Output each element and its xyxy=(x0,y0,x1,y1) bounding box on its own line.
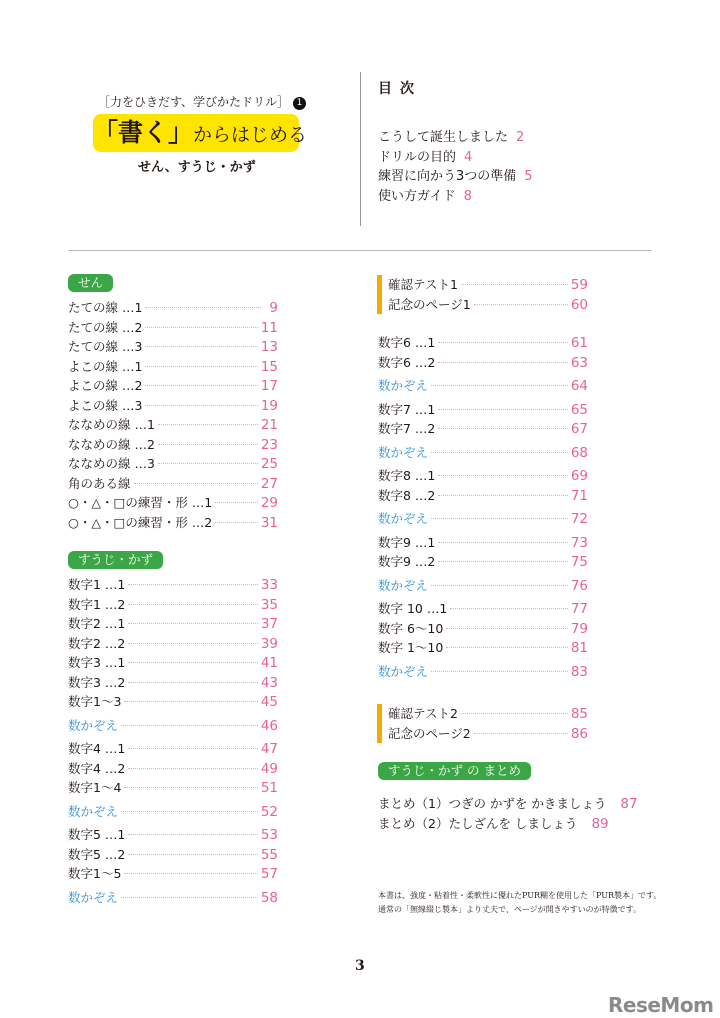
dot-leader xyxy=(431,452,568,453)
toc-entry xyxy=(378,400,588,420)
entry-label: 数字1 …1 xyxy=(68,577,126,592)
entry-page: 15 xyxy=(260,358,278,375)
counting-entry xyxy=(378,509,588,529)
toc-entry xyxy=(68,575,278,595)
entry-page: 63 xyxy=(570,354,588,371)
test-entry xyxy=(377,275,588,295)
test-entry xyxy=(377,724,588,744)
entry-page: 75 xyxy=(570,554,588,570)
entry-label: 数字2 …2 xyxy=(68,635,126,651)
entry-page: 27 xyxy=(260,475,278,492)
entry-page: 71 xyxy=(570,487,588,504)
toc-entry xyxy=(378,353,588,373)
entry-page: 69 xyxy=(570,468,588,484)
entry-label: 数字5 …2 xyxy=(68,846,126,862)
dot-leader xyxy=(438,362,567,363)
toc-item-page: 8 xyxy=(463,188,472,204)
dot-leader xyxy=(431,585,568,586)
toc-entry xyxy=(68,415,278,435)
entry-page: 31 xyxy=(260,514,278,531)
spacer xyxy=(378,685,588,704)
dot-leader xyxy=(438,561,567,562)
toc-item-page: 5 xyxy=(524,169,533,184)
entry-label: 数字5 …1 xyxy=(68,827,126,842)
entry-label: 数字1〜4 xyxy=(68,780,122,795)
toc-entry xyxy=(68,376,278,396)
entry-label: 数字4 …1 xyxy=(68,741,126,756)
entry-label: ななめの線 …2 xyxy=(68,436,155,452)
dot-leader xyxy=(124,873,257,874)
counting-entry xyxy=(68,888,278,908)
toc-entry xyxy=(68,513,278,533)
entry-label: 数かぞえ xyxy=(68,889,119,905)
entry-label: 角のある線 xyxy=(68,475,131,491)
section-header: すうじ・かず の まとめ xyxy=(378,762,531,780)
entry-page: 41 xyxy=(260,655,278,671)
toc-entry xyxy=(68,318,278,338)
entry-page: 51 xyxy=(260,780,278,796)
entry-page: 65 xyxy=(570,401,588,418)
toc-item xyxy=(378,167,533,187)
toc-entry xyxy=(378,419,588,439)
dot-leader xyxy=(446,628,567,629)
entry-label: 数かぞえ xyxy=(378,663,429,679)
entry-label: 数かぞえ xyxy=(378,444,429,460)
dot-leader xyxy=(124,787,257,788)
entry-page: 35 xyxy=(260,596,278,613)
toc-entry xyxy=(378,466,588,486)
dot-leader xyxy=(124,701,257,702)
dot-leader xyxy=(145,307,261,308)
dot-leader xyxy=(145,366,257,367)
counting-entry xyxy=(378,443,588,463)
section-header-wrap xyxy=(378,762,588,786)
entry-label: 数字2 …1 xyxy=(68,616,126,631)
entry-page: 37 xyxy=(260,616,278,632)
entry-page: 67 xyxy=(570,421,588,437)
entry-label: 数字6 …1 xyxy=(378,335,436,350)
dot-leader xyxy=(438,428,567,429)
entry-page: 60 xyxy=(570,296,588,313)
divider xyxy=(360,72,361,226)
entry-label: ○・△・□の練習・形 …1 xyxy=(68,495,213,510)
entry-label: 確認テスト1 xyxy=(388,277,458,292)
entry-label: 数字8 …2 xyxy=(378,487,436,503)
entry-page: 25 xyxy=(260,456,278,472)
toc-item xyxy=(378,128,533,148)
entry-label: 数字7 …1 xyxy=(378,401,436,417)
entry-label: 数字8 …1 xyxy=(378,468,436,483)
entry-label: 数字1〜3 xyxy=(68,694,122,709)
entry-page: 11 xyxy=(260,319,278,336)
entry-page: 9 xyxy=(269,300,278,316)
toc-entry xyxy=(378,619,588,639)
entry-label: たての線 …1 xyxy=(68,300,143,315)
toc-entry xyxy=(68,634,278,654)
entry-page: 72 xyxy=(570,511,588,527)
dot-leader xyxy=(438,342,567,343)
entry-label: 数かぞえ xyxy=(378,577,429,593)
toc-item xyxy=(378,148,533,168)
toc-entry xyxy=(68,474,278,494)
entry-label: 数かぞえ xyxy=(68,803,119,819)
volume-badge: 1 xyxy=(293,97,306,110)
toc-entry xyxy=(68,454,278,474)
counting-entry xyxy=(378,376,588,396)
dot-leader xyxy=(461,284,568,285)
entry-page: 19 xyxy=(260,397,278,414)
contents-left-column xyxy=(68,274,278,911)
entry-label: 数字3 …2 xyxy=(68,674,126,690)
test-entry xyxy=(377,704,588,724)
toc-item-page: 2 xyxy=(516,130,525,145)
dot-leader xyxy=(438,409,567,410)
entry-page: 81 xyxy=(570,640,588,656)
dot-leader xyxy=(431,385,568,386)
dot-leader xyxy=(145,405,257,406)
dot-leader xyxy=(461,713,568,714)
dot-leader xyxy=(431,671,568,672)
counting-entry xyxy=(378,576,588,596)
toc-intro-list xyxy=(378,128,533,206)
toc-item-label: ドリルの目的 xyxy=(378,149,457,165)
dot-leader xyxy=(474,304,568,305)
toc-entry xyxy=(68,614,278,634)
dot-leader xyxy=(134,483,258,484)
entry-label: たての線 …2 xyxy=(68,319,143,335)
dot-leader xyxy=(474,733,568,734)
counting-entry xyxy=(68,802,278,822)
entry-page: 61 xyxy=(570,335,588,351)
entry-page: 23 xyxy=(260,436,278,453)
dot-leader xyxy=(215,522,258,523)
toc-entry xyxy=(68,759,278,779)
entry-page: 89 xyxy=(591,816,609,832)
toc-entry xyxy=(68,825,278,845)
entry-page: 21 xyxy=(260,417,278,433)
entry-label: 数字 1〜10 xyxy=(378,640,444,655)
entry-label: まとめ（2）たしざんを しましょう xyxy=(378,816,578,831)
toc-entry xyxy=(68,692,278,712)
dot-leader xyxy=(158,424,258,425)
matome-list xyxy=(378,794,638,834)
divider xyxy=(68,250,652,251)
toc-entry xyxy=(68,357,278,377)
entry-label: 記念のページ1 xyxy=(388,296,471,312)
dot-leader xyxy=(128,682,257,683)
dot-leader xyxy=(438,475,567,476)
entry-page: 55 xyxy=(260,846,278,863)
dot-leader xyxy=(438,542,567,543)
toc-heading: 目次 xyxy=(378,81,422,97)
binding-note xyxy=(378,889,661,917)
entry-page: 64 xyxy=(570,378,588,394)
dot-leader xyxy=(128,584,257,585)
book-subtitle: せん、すうじ・かず xyxy=(138,160,256,175)
toc-entry xyxy=(378,552,588,572)
dot-leader xyxy=(121,725,258,726)
dot-leader xyxy=(431,518,568,519)
dot-leader xyxy=(145,346,257,347)
note-line: 本書は、強度・粘着性・柔軟性に優れたPUR糊を使用した「PUR製本」です。 xyxy=(378,891,662,900)
entry-page: 43 xyxy=(260,674,278,691)
entry-label: よこの線 …3 xyxy=(68,397,143,413)
section-header: せん xyxy=(68,274,113,292)
entry-page: 49 xyxy=(260,760,278,777)
entry-label: 数字7 …2 xyxy=(378,421,436,436)
book-title: 「書く」からはじめる xyxy=(93,114,299,152)
entry-page: 87 xyxy=(620,796,638,812)
entry-label: 数字9 …2 xyxy=(378,554,436,569)
entry-page: 57 xyxy=(260,866,278,882)
entry-page: 39 xyxy=(260,635,278,652)
entry-label: まとめ（1）つぎの かずを かきましょう xyxy=(378,796,607,811)
entry-label: よこの線 …1 xyxy=(68,358,143,374)
toc-entry xyxy=(378,638,588,658)
entry-label: 数字1〜5 xyxy=(68,866,122,881)
section-header-wrap xyxy=(68,551,278,575)
entry-label: よこの線 …2 xyxy=(68,378,143,393)
toc-entry xyxy=(68,673,278,693)
entry-label: 数かぞえ xyxy=(378,511,429,526)
entry-page: 79 xyxy=(570,620,588,637)
toc-entry xyxy=(68,778,278,798)
dot-leader xyxy=(128,768,257,769)
note-line: 通常の「無線綴じ製本」より丈夫で、ページが開きやすいのが特徴です。 xyxy=(378,905,642,914)
dot-leader xyxy=(128,643,257,644)
dot-leader xyxy=(128,604,257,605)
toc-entry xyxy=(68,653,278,673)
test-entry xyxy=(377,295,588,315)
entry-label: たての線 …3 xyxy=(68,339,143,354)
entry-page: 52 xyxy=(260,803,278,820)
dot-leader xyxy=(121,811,258,812)
entry-label: ○・△・□の練習・形 …2 xyxy=(68,514,213,530)
counting-entry xyxy=(68,716,278,736)
matome-entry xyxy=(378,814,638,834)
toc-entry xyxy=(68,298,278,318)
page-number: 3 xyxy=(355,958,365,974)
entry-page: 83 xyxy=(570,663,588,680)
entry-page: 76 xyxy=(570,577,588,594)
dot-leader xyxy=(158,444,258,445)
dot-leader xyxy=(446,647,567,648)
dot-leader xyxy=(121,897,258,898)
matome-entry xyxy=(378,794,638,814)
dot-leader xyxy=(450,608,568,609)
entry-page: 46 xyxy=(260,717,278,734)
dot-leader xyxy=(128,854,257,855)
entry-label: 数字4 …2 xyxy=(68,760,126,776)
toc-entry xyxy=(68,493,278,513)
entry-label: 数字6 …2 xyxy=(378,354,436,370)
entry-page: 33 xyxy=(260,577,278,593)
entry-label: 数字 10 …1 xyxy=(378,601,448,616)
toc-item-label: 練習に向かう3つの準備 xyxy=(378,169,517,184)
contents-right-column xyxy=(378,275,588,786)
entry-label: 数字3 …1 xyxy=(68,655,126,670)
entry-page: 45 xyxy=(260,694,278,710)
toc-entry xyxy=(68,739,278,759)
entry-label: 確認テスト2 xyxy=(388,706,458,721)
entry-page: 77 xyxy=(570,601,588,617)
toc-entry xyxy=(378,486,588,506)
entry-page: 17 xyxy=(260,378,278,394)
toc-item-label: 使い方ガイド xyxy=(378,188,456,204)
entry-page: 58 xyxy=(260,889,278,906)
toc-item-label: こうして誕生しました xyxy=(378,130,509,145)
entry-label: 数字 6〜10 xyxy=(378,620,444,636)
dot-leader xyxy=(128,834,257,835)
toc-entry xyxy=(378,333,588,353)
entry-label: 記念のページ2 xyxy=(388,725,471,741)
toc-item xyxy=(378,187,533,207)
watermark-logo: ReseMom xyxy=(608,993,714,1017)
entry-page: 47 xyxy=(260,741,278,757)
toc-entry xyxy=(378,533,588,553)
counting-entry xyxy=(378,662,588,682)
dot-leader xyxy=(128,748,257,749)
dot-leader xyxy=(215,502,258,503)
entry-page: 29 xyxy=(260,495,278,511)
dot-leader xyxy=(145,385,257,386)
dot-leader xyxy=(145,327,257,328)
entry-page: 86 xyxy=(570,725,588,742)
entry-label: 数かぞえ xyxy=(68,717,119,733)
entry-label: 数字9 …1 xyxy=(378,534,436,550)
entry-label: 数字1 …2 xyxy=(68,596,126,612)
spacer xyxy=(378,743,588,762)
dot-leader xyxy=(128,623,257,624)
spacer xyxy=(378,314,588,333)
toc-item-page: 4 xyxy=(464,149,473,165)
series-title: ［力をひきだす、学びかたドリル］ 1 xyxy=(98,93,306,110)
section-header: すうじ・かず xyxy=(68,551,163,569)
entry-page: 13 xyxy=(260,339,278,355)
toc-entry xyxy=(68,595,278,615)
entry-label: ななめの線 …3 xyxy=(68,456,155,471)
dot-leader xyxy=(438,495,567,496)
entry-label: 数かぞえ xyxy=(378,378,429,393)
section-header-wrap xyxy=(68,274,278,298)
toc-entry xyxy=(68,864,278,884)
toc-entry xyxy=(68,435,278,455)
entry-label: ななめの線 …1 xyxy=(68,417,155,432)
toc-entry xyxy=(68,396,278,416)
entry-page: 73 xyxy=(570,534,588,551)
entry-page: 68 xyxy=(570,444,588,461)
dot-leader xyxy=(128,662,257,663)
entry-page: 59 xyxy=(570,277,588,293)
spacer xyxy=(68,532,278,551)
entry-page: 85 xyxy=(570,706,588,722)
toc-entry xyxy=(378,599,588,619)
toc-entry xyxy=(68,337,278,357)
dot-leader xyxy=(158,463,258,464)
entry-page: 53 xyxy=(260,827,278,843)
toc-entry xyxy=(68,845,278,865)
